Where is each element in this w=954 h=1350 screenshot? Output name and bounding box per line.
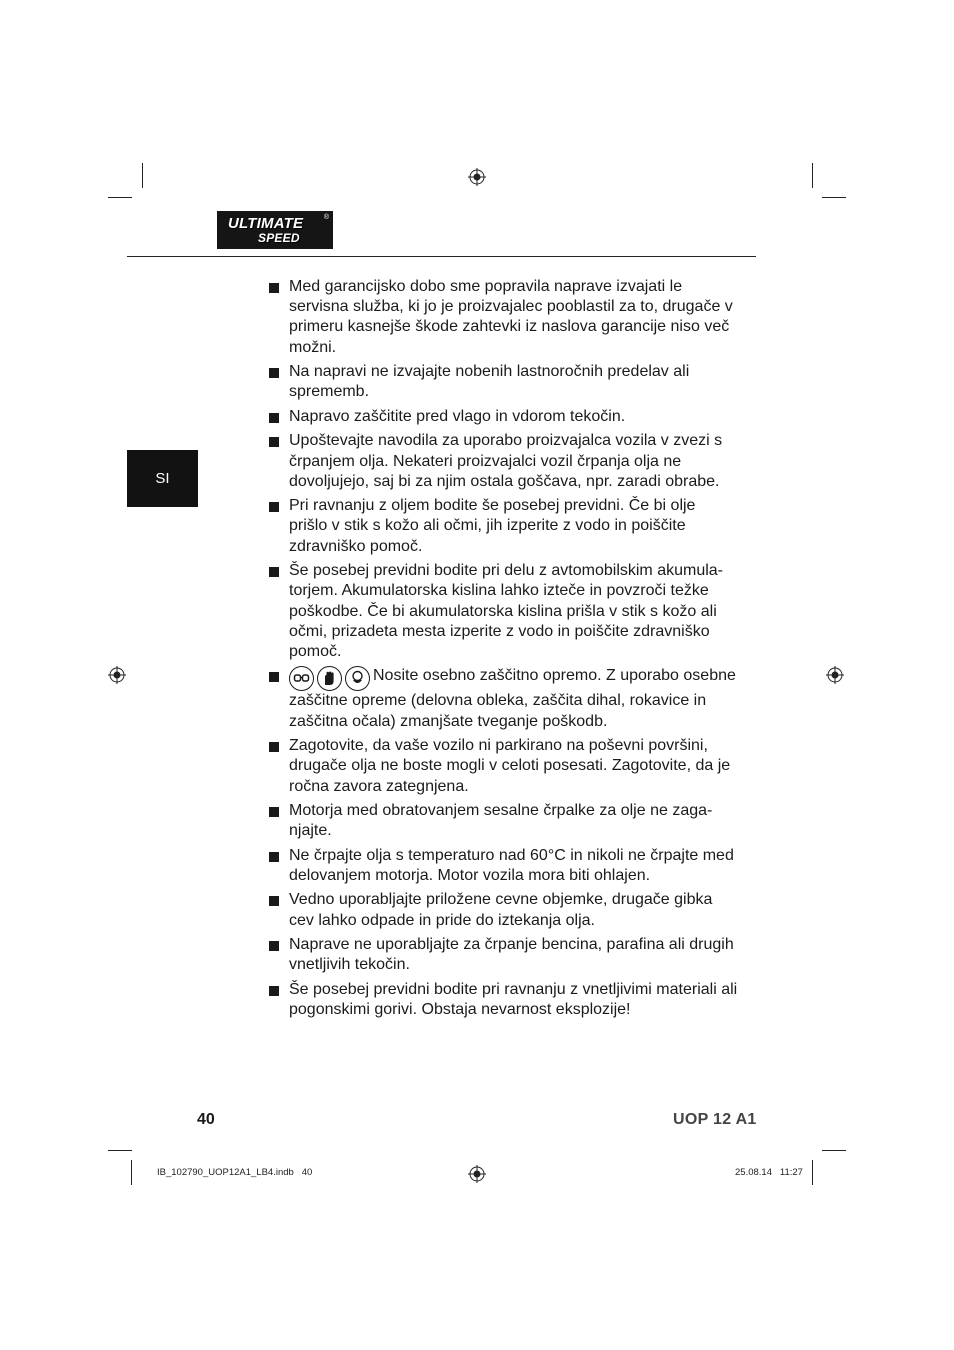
list-item — [268, 496, 738, 557]
logo-line-1: ULTIMATE — [228, 215, 304, 232]
square-bullet-icon — [269, 283, 279, 293]
square-bullet-icon — [269, 941, 279, 951]
square-bullet-icon — [269, 413, 279, 423]
square-bullet-icon — [269, 742, 279, 752]
registration-mark-icon — [108, 666, 126, 684]
list-item-text: Upoštevajte navodila za uporabo proizvajalca vozila v zvezi s črpanjem olja. Nekateri proizvajalci vozil črpanja olja ne dovoljujejo, saj bi za njim ostala goščava, npr. zaradi obrabe. — [289, 432, 723, 490]
crop-mark — [142, 163, 143, 188]
crop-mark — [822, 197, 846, 198]
registration-mark-icon — [468, 168, 486, 186]
list-item-text: Napravo zaščitite pred vlago in vdorom tekočin. — [289, 407, 626, 425]
list-item-text: Ne črpajte olja s temperaturo nad 60°C in nikoli ne črpajte med delovanjem motorja. Motor vozila mora biti ohlajen. — [289, 846, 734, 884]
print-slug-date: 25.08.14 11:27 — [735, 1167, 803, 1178]
print-slug-file: IB_102790_UOP12A1_LB4.indb 40 — [157, 1167, 313, 1178]
square-bullet-icon — [269, 502, 279, 512]
brand-logo — [217, 211, 333, 249]
safety-goggles-icon — [289, 666, 314, 691]
list-item-text: Naprave ne uporabljajte za črpanje bencina, parafina ali drugih vnetljivih tekočin. — [289, 936, 734, 974]
crop-mark — [812, 163, 813, 188]
list-item-text: Vedno uporabljajte priložene cevne objemke, drugače gibka cev lahko odpade in pride do iztekanja olja. — [289, 891, 713, 929]
respiratory-mask-icon — [345, 666, 370, 691]
square-bullet-icon — [269, 852, 279, 862]
list-item — [268, 980, 738, 1020]
square-bullet-icon — [269, 567, 279, 577]
square-bullet-icon — [269, 368, 279, 378]
list-item — [268, 362, 738, 402]
list-item — [268, 890, 738, 930]
list-item-text: Na napravi ne izvajajte nobenih lastnoročnih predelav ali sprememb. — [289, 363, 690, 401]
list-item — [268, 431, 738, 492]
ppe-icon-group — [289, 666, 370, 691]
square-bullet-icon — [269, 672, 279, 682]
list-item-text: Pri ravnanju z oljem bodite še posebej previdni. Če bi olje prišlo v stik s kožo ali očmi, jih izperite z vodo in poiščite zdravniško pomoč. — [289, 497, 696, 555]
crop-mark — [108, 1150, 132, 1151]
list-item-text: Zagotovite, da vaše vozilo ni parkirano na poševni površini, drugače olja ne boste mogli v celoti posesati. Zagotovite, da je ročna zavora zategnjena. — [289, 737, 731, 795]
square-bullet-icon — [269, 986, 279, 996]
square-bullet-icon — [269, 896, 279, 906]
list-item — [268, 277, 738, 358]
crop-mark — [812, 1160, 813, 1185]
crop-mark — [131, 1160, 132, 1185]
language-tab: SI — [127, 450, 198, 507]
crop-mark — [108, 197, 132, 198]
list-item — [268, 846, 738, 886]
list-item — [268, 801, 738, 841]
protective-gloves-icon — [317, 666, 342, 691]
square-bullet-icon — [269, 807, 279, 817]
list-item-text: Motorja med obratovanjem sesalne črpalke za olje ne zaga-njajte. — [289, 802, 713, 840]
safety-instructions-list — [268, 277, 738, 1025]
registration-mark-icon — [468, 1165, 486, 1183]
list-item-text: Še posebej previdni bodite pri delu z avtomobilskim akumula-torjem. Akumulatorska kislina lahko izteče in povzroči težke poškodbe. Če bi akumulatorska kislina prišla v stik s kožo ali očmi, prizadeta mesta izperite z vodo in poiščite zdravniško pomoč. — [289, 562, 723, 660]
logo-registered-mark: ® — [323, 214, 329, 221]
logo-line-2: SPEED — [258, 231, 300, 245]
list-item — [268, 666, 738, 731]
list-item-text: Nosite osebno zaščitno opremo. Z uporabo osebne zaščitne opreme (delovna obleka, zaščita dihal, rokavice in zaščitna očala) zmanjšate tveganje poškodb. — [289, 667, 736, 730]
list-item — [268, 407, 738, 427]
page-number: 40 — [197, 1111, 215, 1128]
list-item-text: Še posebej previdni bodite pri ravnanju z vnetljivimi materiali ali pogonskimi gorivi. Obstaja nevarnost eksplozije! — [289, 980, 738, 1019]
registration-mark-icon — [826, 666, 844, 684]
header-divider — [127, 256, 756, 257]
model-number: UOP 12 A1 — [673, 1111, 757, 1128]
list-item-text: Med garancijsko dobo sme popravila naprave izvajati le servisna služba, ki jo je proizvajalec pooblastil za to, drugače v primeru kasnejše škode zahtevki iz naslova garancije niso več možni. — [289, 278, 733, 356]
list-item — [268, 935, 738, 975]
square-bullet-icon — [269, 437, 279, 447]
list-item — [268, 561, 738, 662]
crop-mark — [822, 1150, 846, 1151]
list-item — [268, 736, 738, 797]
